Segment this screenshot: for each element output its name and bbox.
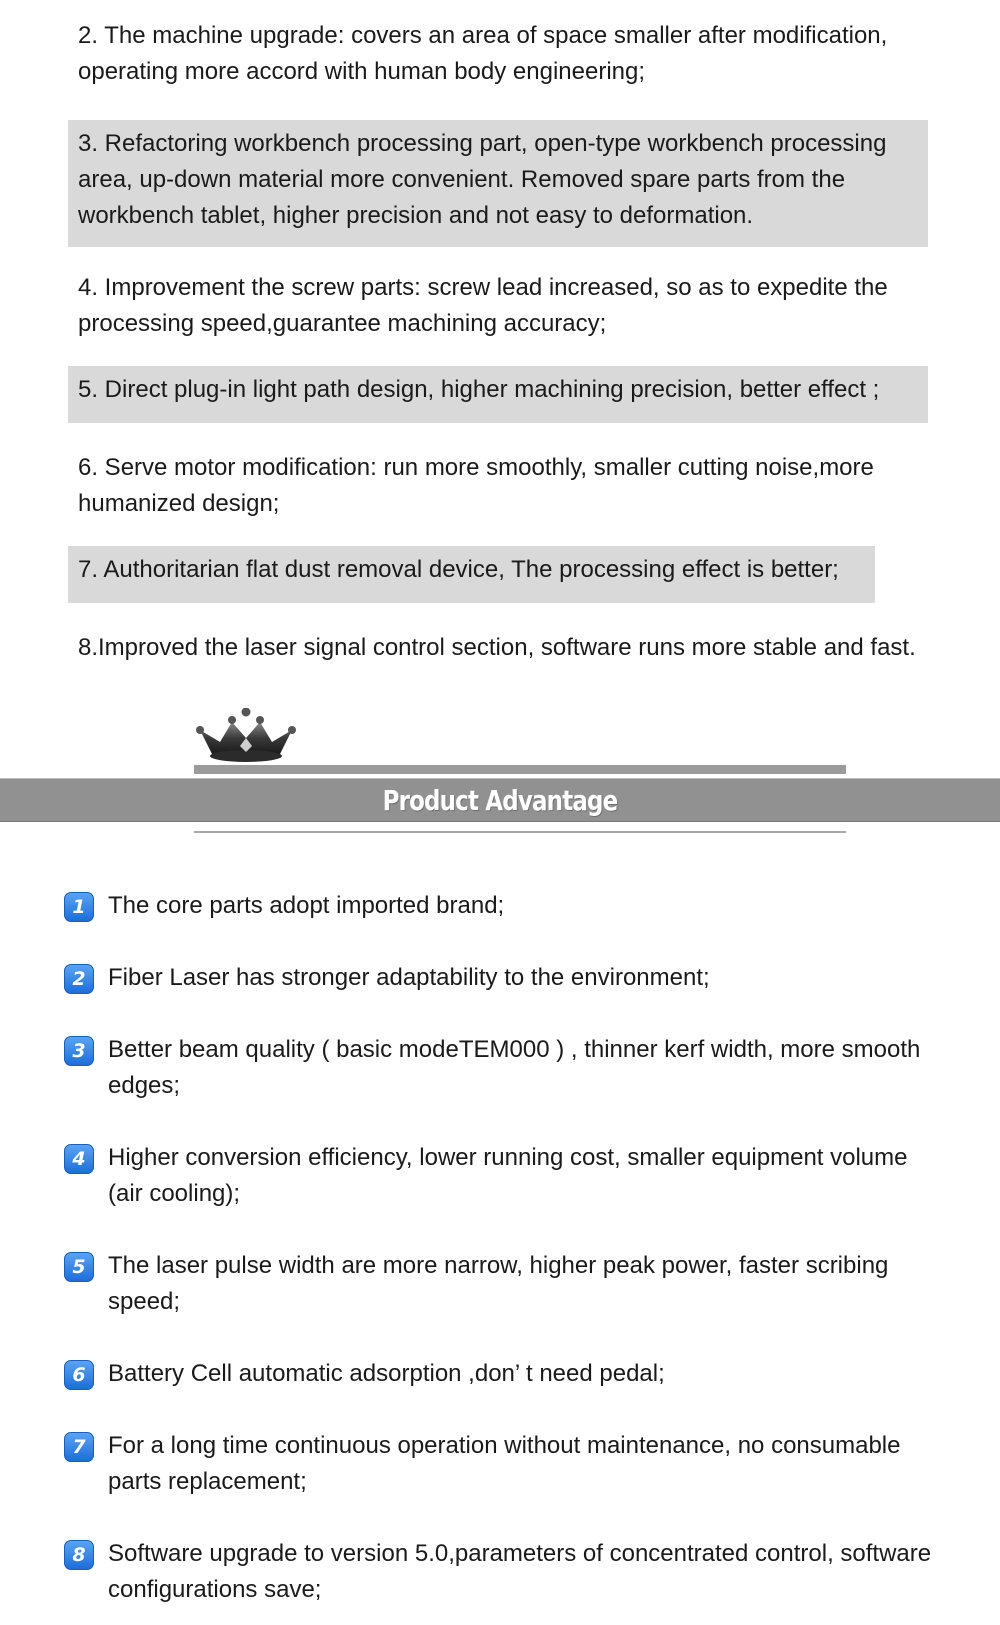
advantage-text-line: configurations save;	[108, 1576, 322, 1603]
feature-item	[78, 18, 887, 90]
crown-icon	[196, 708, 296, 764]
feature-item	[78, 450, 874, 522]
advantage-text-line: The laser pulse width are more narrow, higher peak power, faster scribing	[108, 1252, 889, 1279]
advantage-text-line: Higher conversion efficiency, lower running cost, smaller equipment volume	[108, 1144, 908, 1171]
feature-text-line: 4. Improvement the screw parts: screw lead increased, so as to expedite the	[78, 274, 888, 301]
advantage-text-line: Better beam quality ( basic modeTEM000 ) , thinner kerf width, more smooth	[108, 1036, 921, 1063]
number-badge-icon: 7	[64, 1432, 94, 1462]
advantage-text	[108, 1356, 665, 1392]
feature-item-highlighted	[68, 120, 928, 247]
advantage-text	[108, 960, 710, 996]
advantage-text-line: edges;	[108, 1072, 181, 1099]
feature-text-line: workbench tablet, higher precision and not easy to deformation.	[78, 202, 754, 229]
number-badge-icon: 8	[64, 1540, 94, 1570]
advantage-text	[108, 1536, 931, 1608]
advantage-text-line: speed;	[108, 1288, 181, 1315]
number-badge-icon: 2	[64, 964, 94, 994]
section-divider-bottom	[194, 831, 846, 833]
advantage-text	[108, 1248, 888, 1320]
feature-item	[78, 630, 916, 666]
advantage-text-line: parts replacement;	[108, 1468, 307, 1495]
number-badge-icon: 5	[64, 1252, 94, 1282]
feature-text-line: 5. Direct plug-in light path design, higher machining precision, better effect ;	[78, 376, 880, 403]
advantage-text-line: Battery Cell automatic adsorption ,don’ t need pedal;	[108, 1360, 665, 1387]
feature-text-line: 3. Refactoring workbench processing part, open-type workbench processing	[78, 130, 887, 157]
feature-text-line: 6. Serve motor modification: run more smoothly, smaller cutting noise,more	[78, 454, 874, 481]
feature-text-line: 2. The machine upgrade: covers an area of space smaller after modification,	[78, 22, 888, 49]
advantage-text-line: (air cooling);	[108, 1180, 241, 1207]
number-badge-icon: 6	[64, 1360, 94, 1390]
feature-text-line: area, up-down material more convenient. Removed spare parts from the	[78, 166, 846, 193]
feature-text-line: operating more accord with human body engineering;	[78, 58, 646, 85]
advantage-text	[108, 888, 504, 924]
advantage-text-line: Software upgrade to version 5.0,parameters of concentrated control, software	[108, 1540, 932, 1567]
feature-text-line: 7. Authoritarian flat dust removal device, The processing effect is better;	[78, 556, 839, 583]
advantage-text	[108, 1032, 920, 1104]
feature-item	[78, 270, 888, 342]
feature-item-highlighted	[68, 366, 928, 423]
feature-item-highlighted	[68, 546, 875, 603]
advantage-text-line: Fiber Laser has stronger adaptability to the environment;	[108, 964, 710, 991]
feature-text-line: humanized design;	[78, 490, 280, 517]
number-badge-icon: 1	[64, 892, 94, 922]
section-banner	[0, 778, 1000, 822]
section-title: Product Advantage	[382, 784, 618, 817]
advantage-text	[108, 1428, 900, 1500]
number-badge-icon: 3	[64, 1036, 94, 1066]
feature-text-line: processing speed,guarantee machining accuracy;	[78, 310, 607, 337]
number-badge-icon: 4	[64, 1144, 94, 1174]
advantage-text-line: The core parts adopt imported brand;	[108, 892, 505, 919]
advantage-text	[108, 1140, 908, 1212]
advantage-text-line: For a long time continuous operation without maintenance, no consumable	[108, 1432, 901, 1459]
feature-text-line: 8.Improved the laser signal control section, software runs more stable and fast.	[78, 634, 916, 661]
section-divider-top	[194, 765, 846, 774]
